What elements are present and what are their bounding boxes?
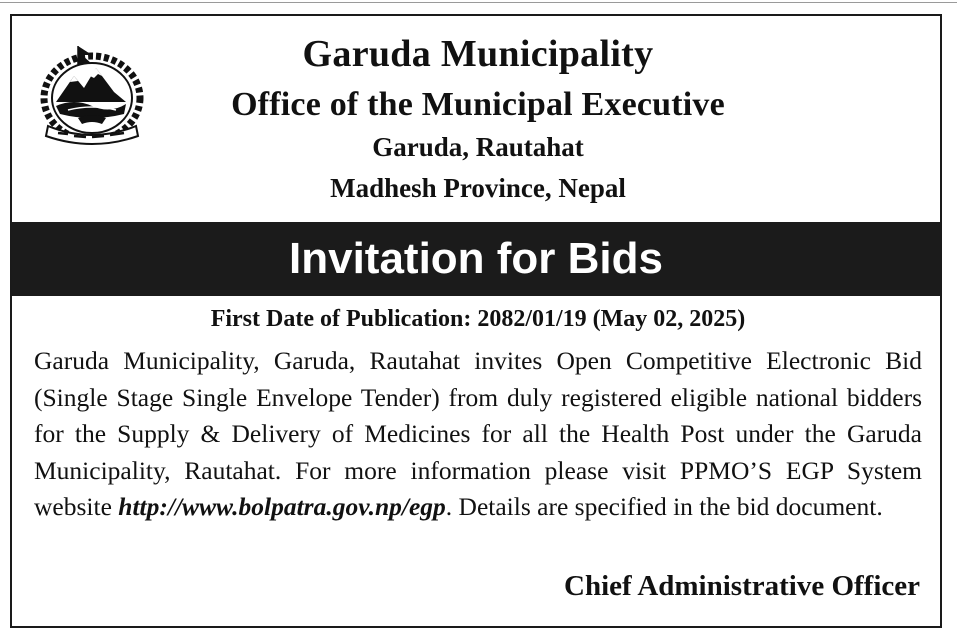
office-province: Madhesh Province, Nepal: [330, 173, 626, 203]
notice-body-text: Garuda Municipality, Garuda, Rautahat invites Open Competitive Electronic Bid (Single Stage Single Envelope Tender) from duly registered eligible national bidders for the Supply & Delivery of Medicines for all the Health Post under the Garuda Municipality, Rautahat. For more information please visit PPMO’S EGP System website: [34, 346, 922, 521]
bid-notice: [10, 14, 942, 628]
signatory-title: Chief Administrative Officer: [564, 570, 920, 602]
notice-body: [34, 343, 922, 526]
office-location: Garuda, Rautahat: [372, 132, 584, 162]
top-divider: [0, 2, 957, 3]
notice-title: Invitation for Bids: [12, 222, 940, 296]
publication-date: First Date of Publication: 2082/01/19 (May 02, 2025): [210, 306, 746, 332]
notice-body-text-end: . Details are specified in the bid document.: [445, 492, 883, 521]
office-name: Office of the Municipal Executive: [231, 86, 725, 123]
municipality-name: Garuda Municipality: [302, 33, 654, 75]
egp-website-link[interactable]: http://www.bolpatra.gov.np/egp: [118, 492, 446, 521]
